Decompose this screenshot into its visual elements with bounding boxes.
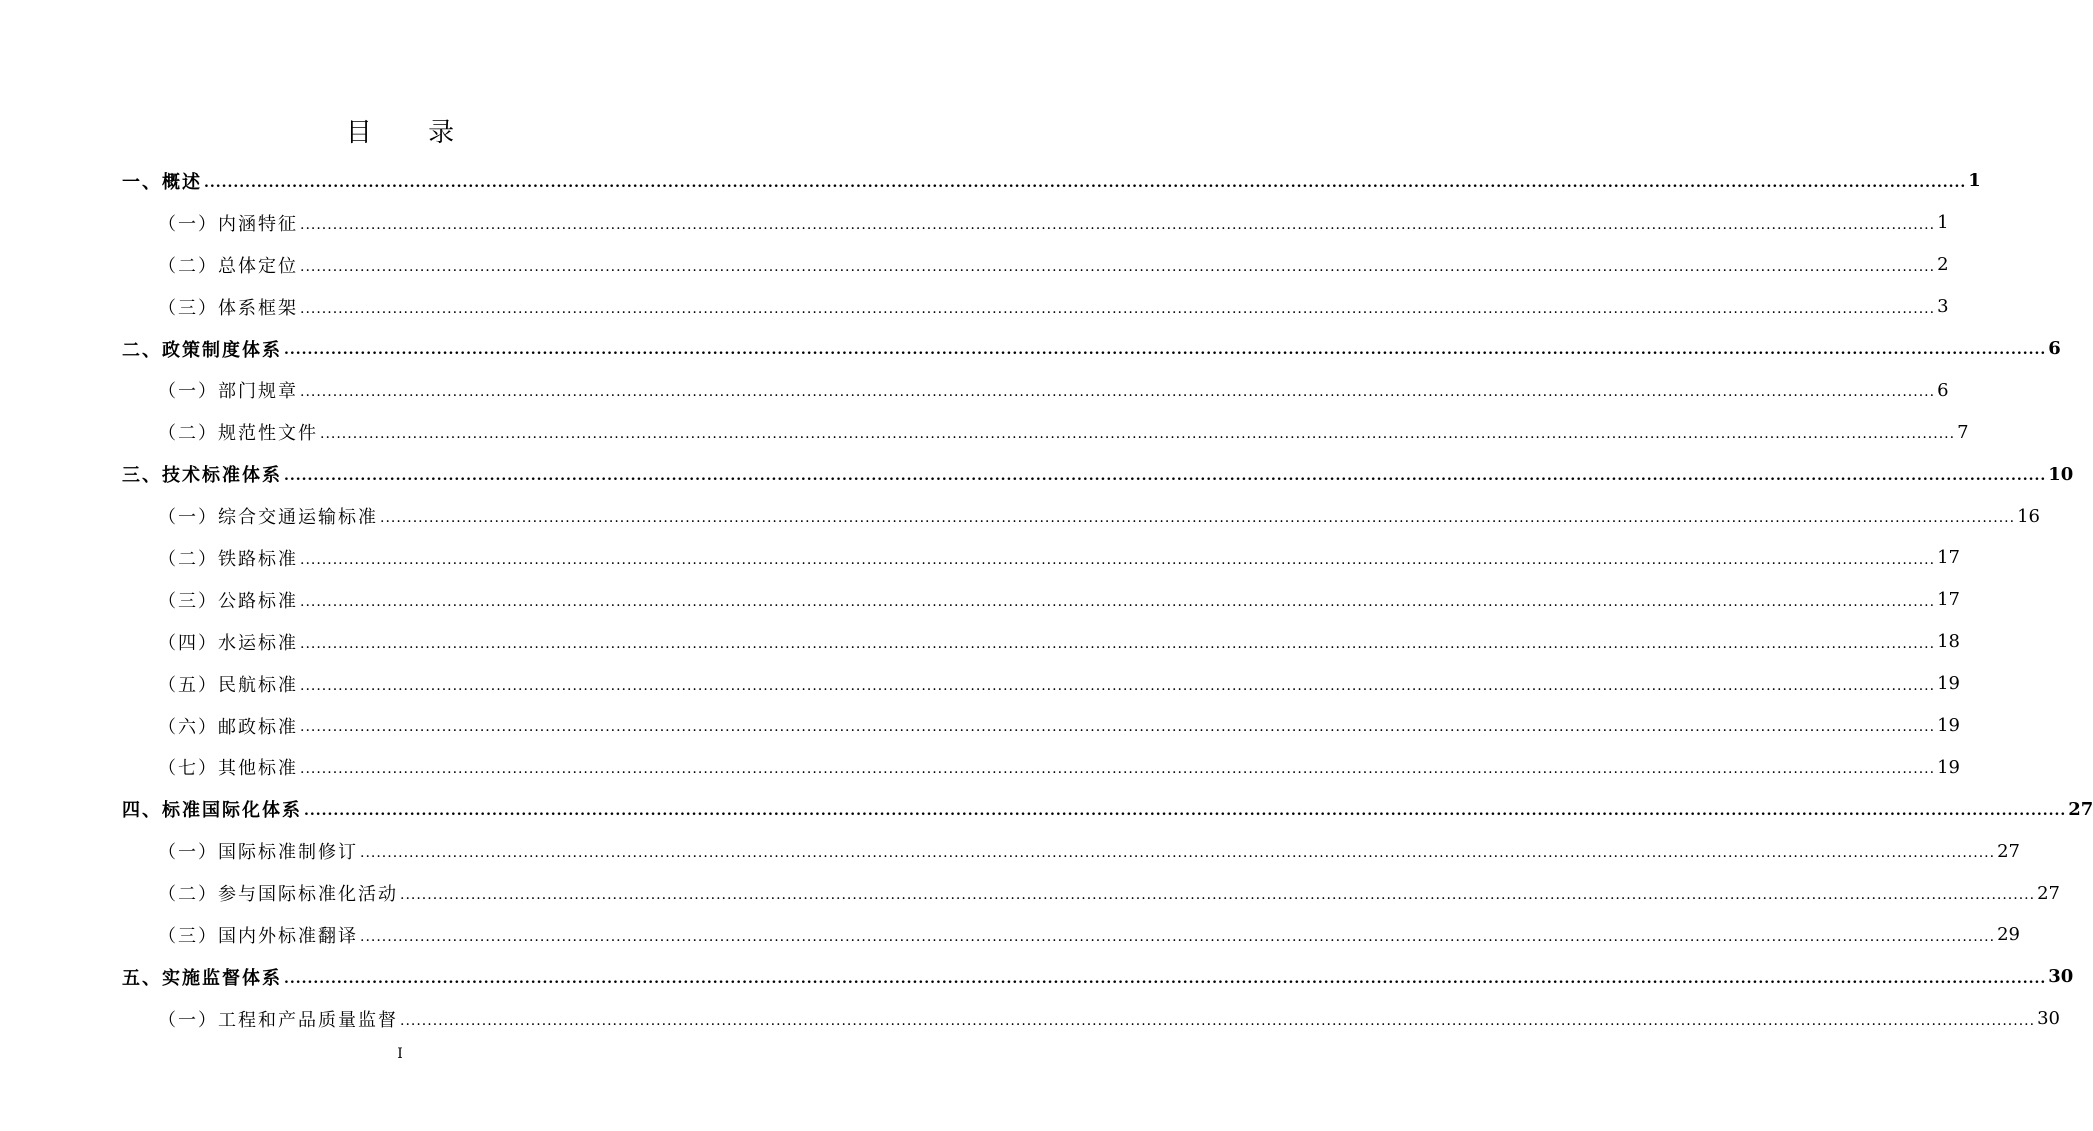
toc-entry-page-number: 27 bbox=[2037, 882, 2060, 904]
toc-entry-page-number: 17 bbox=[1937, 589, 1960, 611]
toc-subsection-entry[interactable] bbox=[122, 369, 1949, 411]
toc-dot-leader: ............................................................................................................................................................................................................................................................................................................ bbox=[300, 551, 1936, 568]
toc-subsection-entry[interactable] bbox=[122, 244, 1949, 286]
toc-entry-page-number: 19 bbox=[1937, 673, 1960, 695]
toc-entry-page-number: 7 bbox=[1957, 421, 1969, 443]
toc-entry-label: （二）铁路标准 bbox=[158, 548, 298, 570]
toc-entry-label: 二、政策制度体系 bbox=[122, 339, 282, 361]
toc-entry-label: 四、标准国际化体系 bbox=[122, 800, 302, 822]
toc-dot-leader: ............................................................................................................................................................................................................................................................................................................ bbox=[300, 677, 1936, 694]
toc-subsection-entry[interactable] bbox=[122, 286, 1949, 328]
toc-section-entry[interactable] bbox=[122, 956, 2074, 998]
toc-entry-label: （一）工程和产品质量监督 bbox=[158, 1009, 398, 1031]
toc-entry-label: （二）规范性文件 bbox=[158, 423, 318, 445]
toc-entry-page-number: 10 bbox=[2048, 463, 2074, 485]
toc-entry-page-number: 30 bbox=[2048, 966, 2074, 988]
toc-subsection-entry[interactable] bbox=[122, 746, 1960, 788]
page-number: I bbox=[397, 1046, 403, 1062]
toc-entry-label: 一、概述 bbox=[122, 171, 202, 193]
toc-dot-leader: ............................................................................................................................................................................................................................................................................................................ bbox=[320, 426, 1956, 443]
toc-subsection-entry[interactable] bbox=[122, 411, 1969, 453]
toc-subsection-entry[interactable] bbox=[122, 537, 1960, 579]
toc-subsection-entry[interactable] bbox=[122, 998, 2060, 1040]
toc-entry-page-number: 19 bbox=[1937, 756, 1960, 778]
toc-entry-label: （六）邮政标准 bbox=[158, 716, 298, 738]
toc-entry-label: （二）参与国际标准化活动 bbox=[158, 884, 398, 906]
toc-section-entry[interactable] bbox=[122, 160, 1981, 202]
toc-entry-label: （五）民航标准 bbox=[158, 674, 298, 696]
toc-section-entry[interactable] bbox=[122, 328, 2061, 370]
toc-dot-leader: ............................................................................................................................................................................................................................................................................................................ bbox=[300, 300, 1936, 317]
toc-dot-leader: ............................................................................................................................................................................................................................................................................................................ bbox=[300, 719, 1936, 736]
toc-subsection-entry[interactable] bbox=[122, 914, 2020, 956]
toc-dot-leader: ............................................................................................................................................................................................................................................................................................................ bbox=[300, 593, 1936, 610]
toc-dot-leader: ............................................................................................................................................................................................................................................................................................................ bbox=[300, 216, 1936, 233]
toc-entry-label: （二）总体定位 bbox=[158, 255, 298, 277]
toc-entry-page-number: 3 bbox=[1937, 296, 1949, 318]
toc-dot-leader: ............................................................................................................................................................................................................................................................................................................ bbox=[400, 1012, 2036, 1029]
toc-subsection-entry[interactable] bbox=[122, 621, 1960, 663]
toc-entry-label: （三）国内外标准翻译 bbox=[158, 925, 358, 947]
toc-dot-leader: ............................................................................................................................................................................................................................................................................................................ bbox=[284, 970, 2047, 987]
toc-entry-page-number: 1 bbox=[1968, 170, 1981, 192]
toc-subsection-entry[interactable] bbox=[122, 663, 1960, 705]
toc-entry-label: 三、技术标准体系 bbox=[122, 465, 282, 487]
toc-entry-page-number: 29 bbox=[1997, 924, 2020, 946]
toc-entry-page-number: 18 bbox=[1937, 631, 1960, 653]
toc-subsection-entry[interactable] bbox=[122, 579, 1960, 621]
toc-entry-page-number: 6 bbox=[2048, 338, 2061, 359]
toc-subsection-entry[interactable] bbox=[122, 495, 2040, 537]
table-of-contents bbox=[122, 160, 2093, 1040]
toc-entry-label: （一）部门规章 bbox=[158, 381, 298, 403]
toc-dot-leader: ............................................................................................................................................................................................................................................................................................................ bbox=[380, 510, 2016, 527]
toc-dot-leader: ............................................................................................................................................................................................................................................................................................................ bbox=[204, 174, 1967, 191]
toc-entry-label: （一）内涵特征 bbox=[158, 213, 298, 235]
page-title: 目 录 bbox=[345, 118, 479, 148]
toc-entry-page-number: 30 bbox=[2037, 1008, 2060, 1030]
toc-entry-page-number: 17 bbox=[1937, 547, 1960, 569]
toc-entry-label: （四）水运标准 bbox=[158, 632, 298, 654]
toc-entry-page-number: 27 bbox=[1997, 840, 2020, 862]
toc-subsection-entry[interactable] bbox=[122, 202, 1949, 244]
toc-entry-page-number: 6 bbox=[1937, 379, 1949, 401]
toc-entry-page-number: 1 bbox=[1937, 212, 1949, 234]
toc-entry-label: （一）国际标准制修订 bbox=[158, 842, 358, 864]
toc-dot-leader: ............................................................................................................................................................................................................................................................................................................ bbox=[284, 342, 2047, 359]
toc-section-entry[interactable] bbox=[122, 453, 2074, 495]
toc-dot-leader: ............................................................................................................................................................................................................................................................................................................ bbox=[360, 928, 1996, 945]
toc-dot-leader: ............................................................................................................................................................................................................................................................................................................ bbox=[300, 258, 1936, 275]
toc-entry-label: （三）体系框架 bbox=[158, 297, 298, 319]
toc-dot-leader: ............................................................................................................................................................................................................................................................................................................ bbox=[284, 468, 2047, 485]
toc-dot-leader: ............................................................................................................................................................................................................................................................................................................ bbox=[300, 635, 1936, 652]
toc-entry-page-number: 16 bbox=[2017, 505, 2040, 527]
toc-entry-page-number: 2 bbox=[1937, 254, 1949, 276]
toc-dot-leader: ............................................................................................................................................................................................................................................................................................................ bbox=[300, 384, 1936, 401]
toc-entry-page-number: 19 bbox=[1937, 715, 1960, 737]
toc-entry-label: （一）综合交通运输标准 bbox=[158, 507, 378, 529]
toc-dot-leader: ............................................................................................................................................................................................................................................................................................................ bbox=[300, 761, 1936, 778]
toc-dot-leader: ............................................................................................................................................................................................................................................................................................................ bbox=[400, 887, 2036, 904]
toc-section-entry[interactable] bbox=[122, 788, 2093, 830]
toc-subsection-entry[interactable] bbox=[122, 705, 1960, 747]
toc-entry-label: （三）公路标准 bbox=[158, 590, 298, 612]
toc-entry-label: （七）其他标准 bbox=[158, 758, 298, 780]
toc-subsection-entry[interactable] bbox=[122, 830, 2020, 872]
toc-dot-leader: ............................................................................................................................................................................................................................................................................................................ bbox=[304, 803, 2067, 820]
toc-dot-leader: ............................................................................................................................................................................................................................................................................................................ bbox=[360, 845, 1996, 862]
toc-subsection-entry[interactable] bbox=[122, 872, 2060, 914]
toc-entry-label: 五、实施监督体系 bbox=[122, 967, 282, 989]
toc-entry-page-number: 27 bbox=[2068, 798, 2093, 820]
